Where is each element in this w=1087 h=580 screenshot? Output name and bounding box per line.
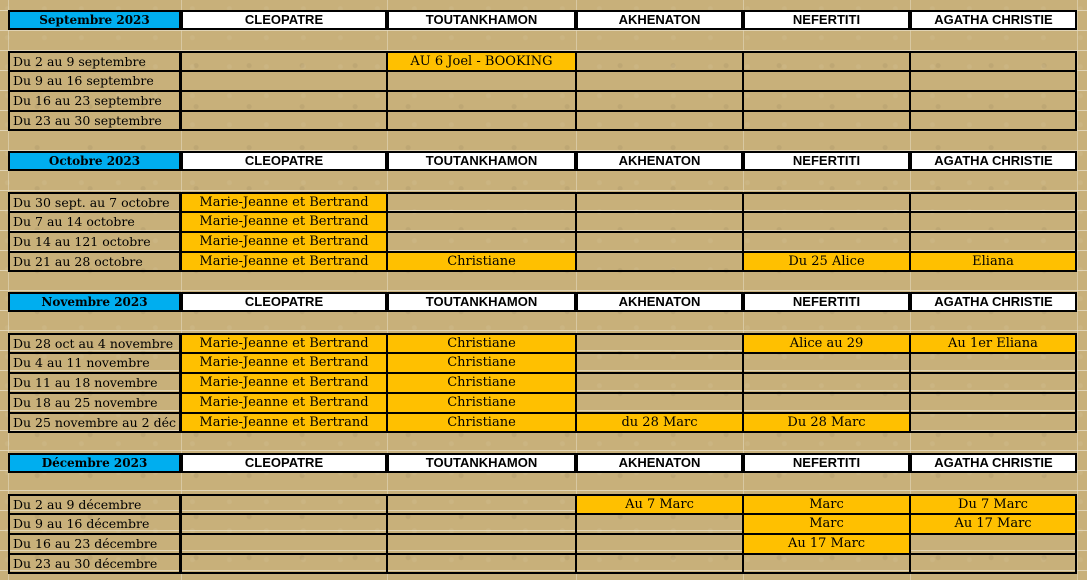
empty-cell[interactable] [387, 91, 576, 111]
booking-cell[interactable]: Marie-Jeanne et Bertrand [181, 393, 387, 413]
booking-cell[interactable]: Christiane [387, 252, 576, 272]
week-label[interactable]: Du 14 au 121 octobre [8, 232, 181, 252]
booking-cell[interactable]: du 28 Marc [576, 413, 743, 433]
empty-cell[interactable] [743, 373, 910, 393]
column-header-nefertiti[interactable]: NEFERTITI [743, 453, 910, 473]
week-label[interactable]: Du 25 novembre au 2 déc [8, 413, 181, 433]
booking-cell[interactable]: Du 25 Alice [743, 252, 910, 272]
column-header-nefertiti[interactable]: NEFERTITI [743, 10, 910, 30]
empty-cell[interactable] [910, 353, 1077, 373]
week-row [0, 212, 1087, 232]
empty-cell[interactable] [743, 111, 910, 131]
empty-cell[interactable] [181, 554, 387, 574]
column-header-nefertiti[interactable]: NEFERTITI [743, 292, 910, 312]
empty-cell[interactable] [743, 71, 910, 91]
empty-cell[interactable] [910, 91, 1077, 111]
empty-cell[interactable] [576, 353, 743, 373]
empty-cell[interactable] [576, 333, 743, 353]
week-label[interactable]: Du 23 au 30 septembre [8, 111, 181, 131]
week-row [0, 111, 1087, 131]
empty-cell[interactable] [910, 51, 1077, 71]
month-title[interactable]: Novembre 2023 [8, 292, 181, 312]
empty-cell[interactable] [743, 554, 910, 574]
booking-cell[interactable]: Marc [743, 514, 910, 534]
week-label[interactable]: Du 16 au 23 décembre [8, 534, 181, 554]
month-header-row [0, 453, 1087, 473]
booking-cell[interactable]: Christiane [387, 333, 576, 353]
column-header-agatha-christie[interactable]: AGATHA CHRISTIE [910, 453, 1077, 473]
booking-cell[interactable]: Christiane [387, 413, 576, 433]
week-label[interactable]: Du 7 au 14 octobre [8, 212, 181, 232]
booking-cell[interactable]: Marie-Jeanne et Bertrand [181, 192, 387, 212]
empty-cell[interactable] [387, 534, 576, 554]
booking-cell[interactable]: Marie-Jeanne et Bertrand [181, 333, 387, 353]
week-row [0, 91, 1087, 111]
empty-cell[interactable] [576, 51, 743, 71]
column-header-cleopatre[interactable]: CLEOPATRE [181, 10, 387, 30]
week-label[interactable]: Du 28 oct au 4 novembre [8, 333, 181, 353]
empty-cell[interactable] [576, 534, 743, 554]
column-header-cleopatre[interactable]: CLEOPATRE [181, 292, 387, 312]
month-title[interactable]: Septembre 2023 [8, 10, 181, 30]
empty-cell[interactable] [387, 514, 576, 534]
gridline [0, 290, 1087, 291]
booking-cell[interactable]: Marie-Jeanne et Bertrand [181, 232, 387, 252]
empty-cell[interactable] [181, 494, 387, 514]
column-header-toutankhamon[interactable]: TOUTANKHAMON [387, 453, 576, 473]
week-row [0, 514, 1087, 534]
empty-cell[interactable] [387, 554, 576, 574]
empty-cell[interactable] [576, 514, 743, 534]
column-header-nefertiti[interactable]: NEFERTITI [743, 151, 910, 171]
booking-cell[interactable]: Au 17 Marc [743, 534, 910, 554]
empty-cell[interactable] [387, 111, 576, 131]
week-row [0, 413, 1087, 433]
booking-cell[interactable]: Au 17 Marc [910, 514, 1077, 534]
empty-cell[interactable] [181, 514, 387, 534]
empty-cell[interactable] [181, 111, 387, 131]
column-header-agatha-christie[interactable]: AGATHA CHRISTIE [910, 151, 1077, 171]
booking-cell[interactable]: Alice au 29 [743, 333, 910, 353]
week-label[interactable]: Du 2 au 9 décembre [8, 494, 181, 514]
empty-cell[interactable] [181, 51, 387, 71]
booking-cell[interactable]: Christiane [387, 393, 576, 413]
column-header-akhenaton[interactable]: AKHENATON [576, 151, 743, 171]
empty-cell[interactable] [387, 494, 576, 514]
empty-cell[interactable] [181, 91, 387, 111]
month-title[interactable]: Décembre 2023 [8, 453, 181, 473]
empty-cell[interactable] [910, 413, 1077, 433]
column-header-akhenaton[interactable]: AKHENATON [576, 292, 743, 312]
booking-cell[interactable]: Marie-Jeanne et Bertrand [181, 373, 387, 393]
empty-cell[interactable] [576, 393, 743, 413]
week-row [0, 494, 1087, 514]
column-header-toutankhamon[interactable]: TOUTANKHAMON [387, 151, 576, 171]
booking-cell[interactable]: AU 6 Joel - BOOKING [387, 51, 576, 71]
month-header-row [0, 151, 1087, 171]
booking-cell[interactable]: Marc [743, 494, 910, 514]
gridline [0, 450, 1087, 451]
empty-cell[interactable] [576, 232, 743, 252]
gridline [0, 30, 1087, 31]
booking-cell[interactable]: Marie-Jeanne et Bertrand [181, 413, 387, 433]
month-title[interactable]: Octobre 2023 [8, 151, 181, 171]
week-row [0, 232, 1087, 252]
empty-cell[interactable] [576, 554, 743, 574]
empty-cell[interactable] [743, 353, 910, 373]
empty-cell[interactable] [743, 91, 910, 111]
week-row [0, 71, 1087, 91]
column-header-akhenaton[interactable]: AKHENATON [576, 10, 743, 30]
week-label[interactable]: Du 2 au 9 septembre [8, 51, 181, 71]
booking-cell[interactable]: Marie-Jeanne et Bertrand [181, 252, 387, 272]
week-label[interactable]: Du 4 au 11 novembre [8, 353, 181, 373]
booking-cell[interactable]: Du 28 Marc [743, 413, 910, 433]
empty-cell[interactable] [576, 373, 743, 393]
booking-cell[interactable]: Au 7 Marc [576, 494, 743, 514]
week-row [0, 393, 1087, 413]
empty-cell[interactable] [181, 534, 387, 554]
empty-cell[interactable] [910, 111, 1077, 131]
week-row [0, 353, 1087, 373]
week-label[interactable]: Du 21 au 28 octobre [8, 252, 181, 272]
empty-cell[interactable] [387, 192, 576, 212]
gridline [0, 330, 1087, 331]
booking-cell[interactable]: Marie-Jeanne et Bertrand [181, 212, 387, 232]
booking-cell[interactable]: Eliana [910, 252, 1077, 272]
booking-cell[interactable]: Christiane [387, 353, 576, 373]
empty-cell[interactable] [910, 192, 1077, 212]
empty-cell[interactable] [910, 554, 1077, 574]
week-label[interactable]: Du 16 au 23 septembre [8, 91, 181, 111]
empty-cell[interactable] [576, 111, 743, 131]
week-row [0, 534, 1087, 554]
week-row [0, 192, 1087, 212]
week-label[interactable]: Du 11 au 18 novembre [8, 373, 181, 393]
week-row [0, 333, 1087, 353]
week-label[interactable]: Du 30 sept. au 7 octobre [8, 192, 181, 212]
empty-cell[interactable] [387, 71, 576, 91]
empty-cell[interactable] [910, 212, 1077, 232]
empty-cell[interactable] [387, 232, 576, 252]
week-label[interactable]: Du 9 au 16 septembre [8, 71, 181, 91]
week-label[interactable]: Du 18 au 25 novembre [8, 393, 181, 413]
month-header-row [0, 292, 1087, 312]
empty-cell[interactable] [576, 91, 743, 111]
week-row [0, 252, 1087, 272]
week-label[interactable]: Du 9 au 16 décembre [8, 514, 181, 534]
week-label[interactable]: Du 23 au 30 décembre [8, 554, 181, 574]
empty-cell[interactable] [910, 232, 1077, 252]
booking-cell[interactable]: Christiane [387, 373, 576, 393]
booking-cell[interactable]: Du 7 Marc [910, 494, 1077, 514]
empty-cell[interactable] [910, 393, 1077, 413]
gridline [0, 190, 1087, 191]
empty-cell[interactable] [743, 232, 910, 252]
week-row [0, 554, 1087, 574]
column-header-cleopatre[interactable]: CLEOPATRE [181, 151, 387, 171]
empty-cell[interactable] [910, 71, 1077, 91]
week-row [0, 51, 1087, 71]
month-header-row [0, 10, 1087, 30]
gridline [0, 490, 1087, 491]
empty-cell[interactable] [181, 71, 387, 91]
empty-cell[interactable] [576, 71, 743, 91]
column-header-agatha-christie[interactable]: AGATHA CHRISTIE [910, 292, 1077, 312]
empty-cell[interactable] [743, 212, 910, 232]
empty-cell[interactable] [910, 534, 1077, 554]
empty-cell[interactable] [576, 212, 743, 232]
booking-cell[interactable]: Au 1er Eliana [910, 333, 1077, 353]
empty-cell[interactable] [743, 192, 910, 212]
empty-cell[interactable] [910, 373, 1077, 393]
empty-cell[interactable] [576, 252, 743, 272]
week-row [0, 373, 1087, 393]
column-header-akhenaton[interactable]: AKHENATON [576, 453, 743, 473]
empty-cell[interactable] [387, 212, 576, 232]
column-header-toutankhamon[interactable]: TOUTANKHAMON [387, 292, 576, 312]
column-header-cleopatre[interactable]: CLEOPATRE [181, 453, 387, 473]
empty-cell[interactable] [743, 393, 910, 413]
booking-cell[interactable]: Marie-Jeanne et Bertrand [181, 353, 387, 373]
empty-cell[interactable] [576, 192, 743, 212]
column-header-toutankhamon[interactable]: TOUTANKHAMON [387, 10, 576, 30]
column-header-agatha-christie[interactable]: AGATHA CHRISTIE [910, 10, 1077, 30]
empty-cell[interactable] [743, 51, 910, 71]
